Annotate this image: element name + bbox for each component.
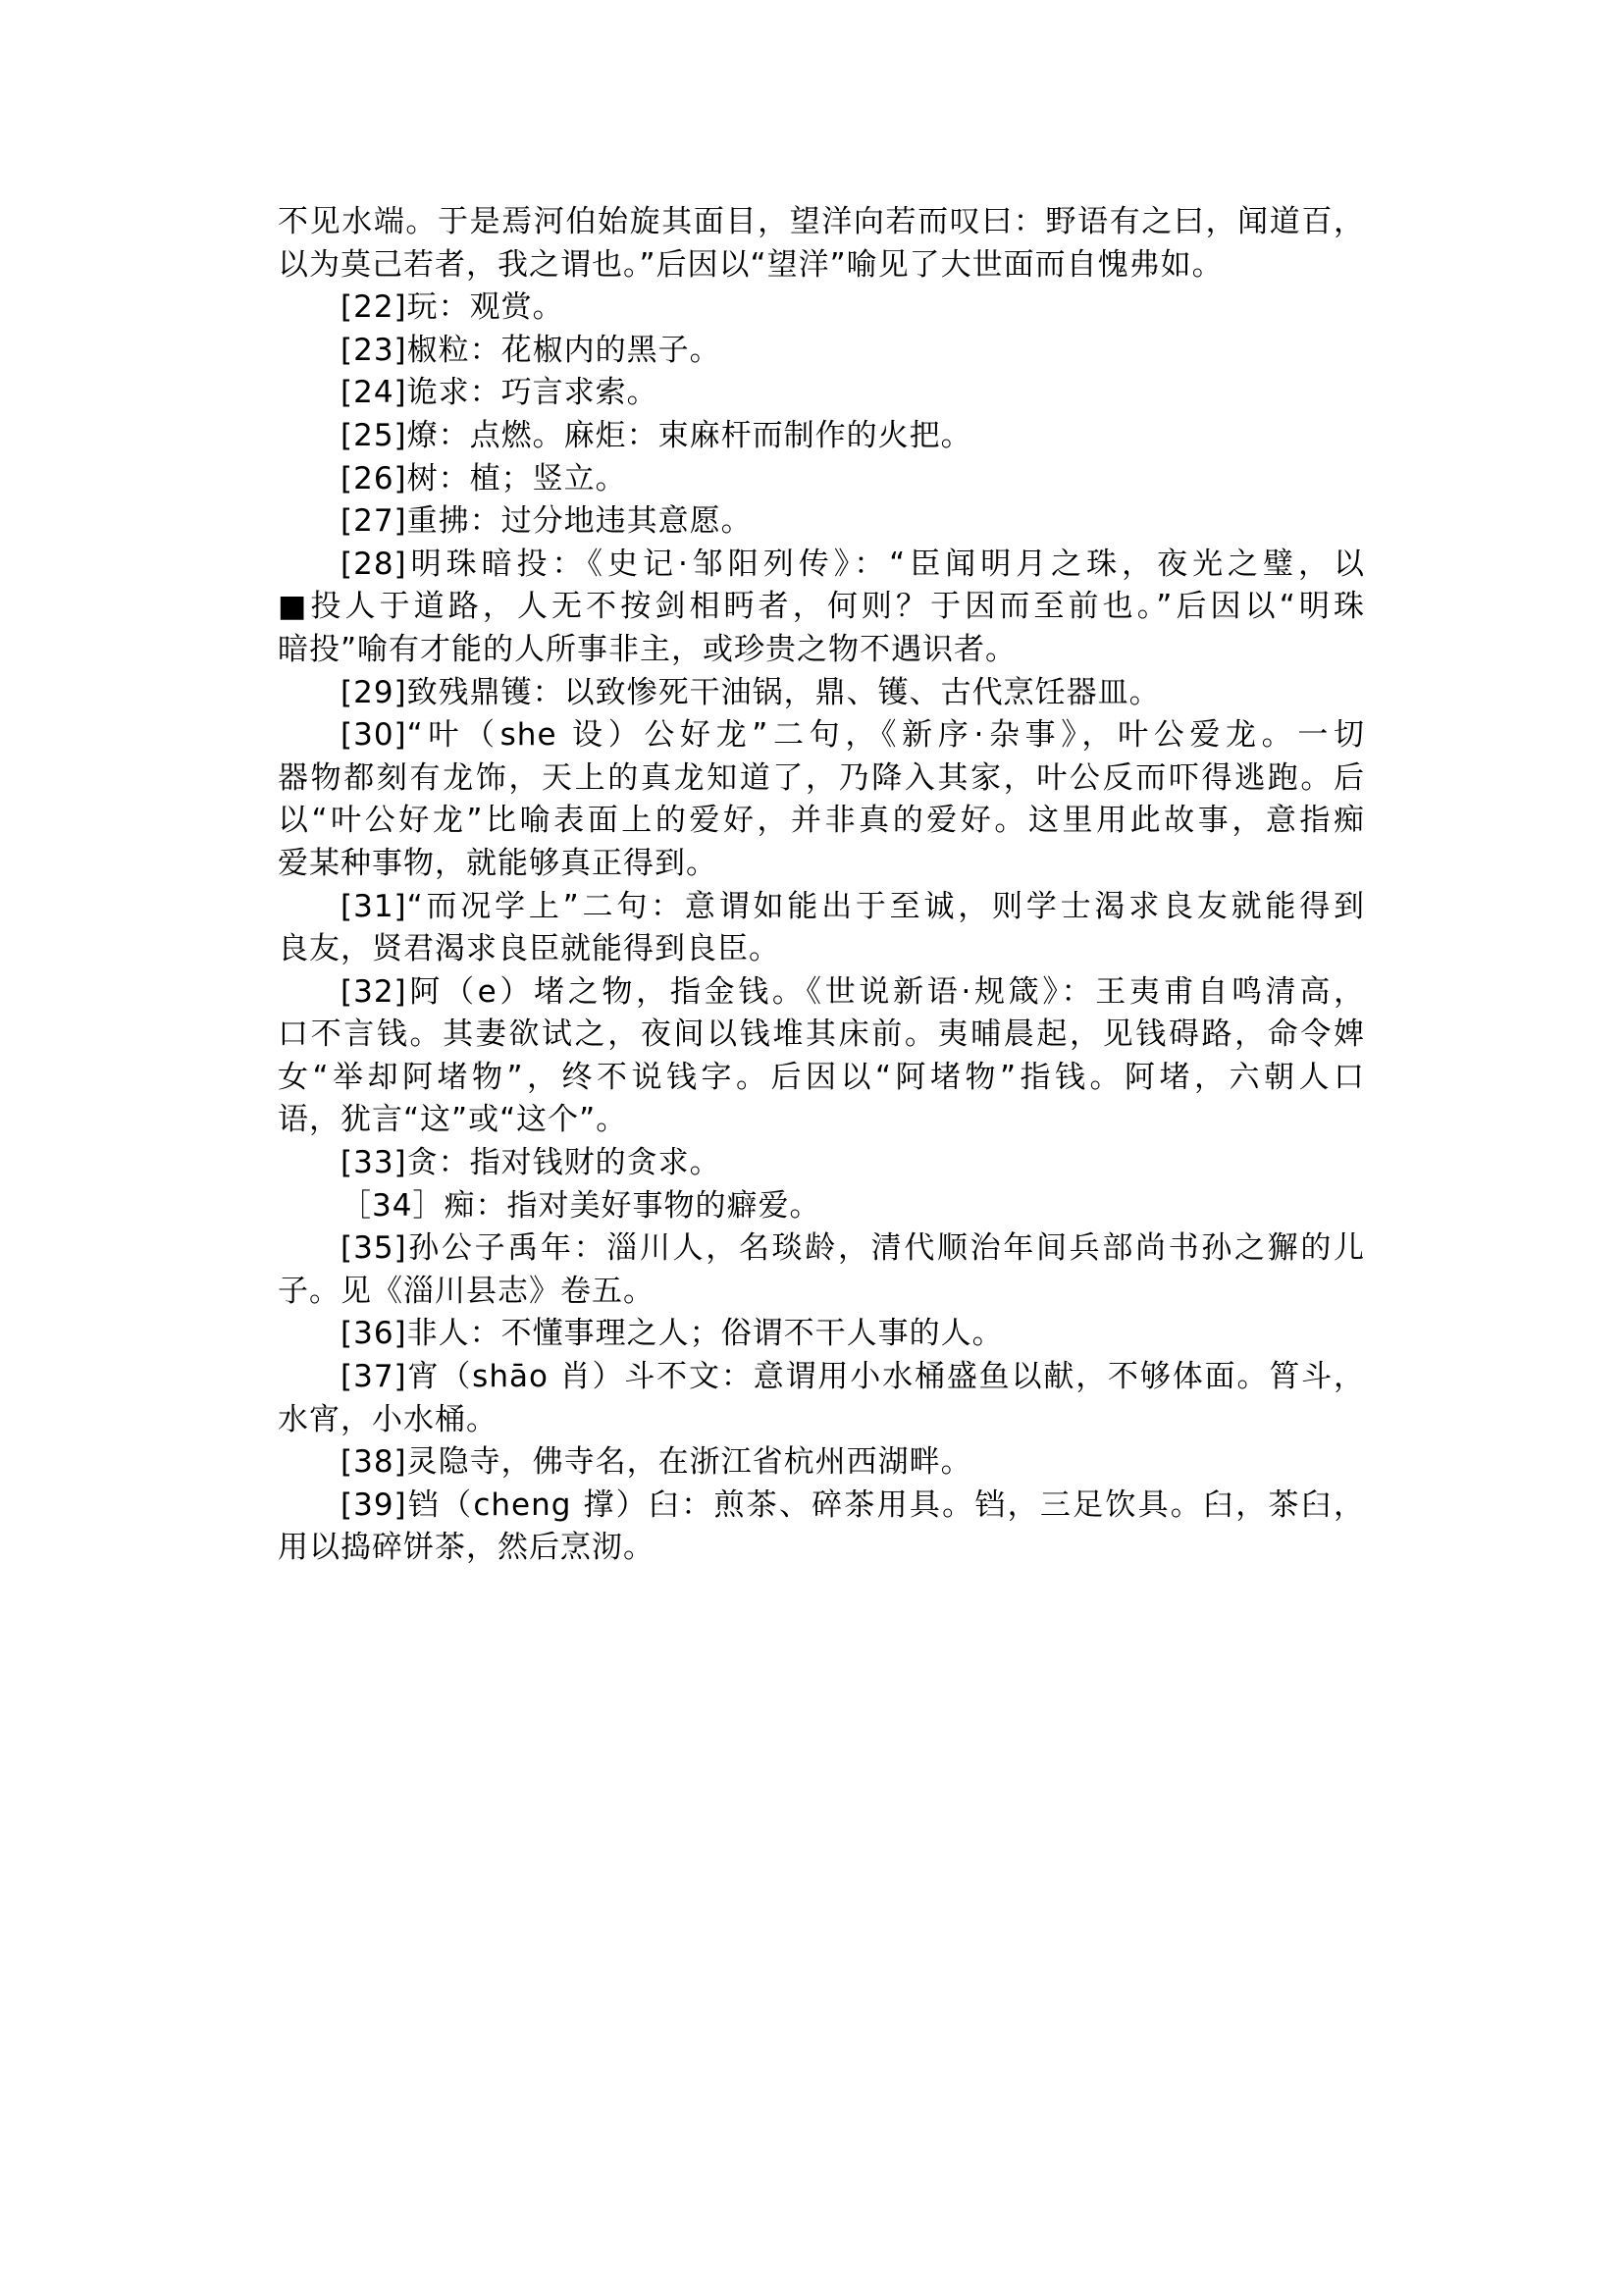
- text-line: [22]玩：观赏。: [341, 289, 564, 326]
- text-line: ［34］痴：指对美好事物的癖爱。: [341, 1187, 821, 1224]
- text-line: [36]非人：不懂事理之人；俗谓不干人事的人。: [341, 1316, 1004, 1352]
- text-line: [32]阿（e）堵之物，指金钱。《世说新语·规箴》：王夷甫自鸣清高，: [341, 973, 1365, 1010]
- text-line: [25]燎：点燃。麻炬：束麻杆而制作的火把。: [341, 417, 972, 453]
- text-line: 以为莫己若者，我之谓也。”后因以“望洋”喻见了大世面而自愧弗如。: [278, 246, 1224, 283]
- text-line: 用以捣碎饼茶，然后烹沏。: [278, 1530, 655, 1566]
- text-line: 语，犹言“这”或“这个”。: [278, 1102, 628, 1138]
- text-line: 暗投”喻有才能的人所事非主，或珍贵之物不遇识者。: [278, 631, 1018, 667]
- text-line: [28]明珠暗投：《史记·邹阳列传》：“臣闻明月之珠，夜光之璧，以: [341, 546, 1365, 582]
- text-line: 器物都刻有龙饰，天上的真龙知道了，乃降入其家，叶公反而吓得逃跑。后: [278, 759, 1365, 796]
- text-line: [30]“叶（she 设）公好龙”二句，《新序·杂事》，叶公爱龙。一切: [341, 717, 1365, 754]
- annotation-text-body: [278, 201, 1365, 1570]
- text-line: 女“举却阿堵物”，终不说钱字。后因以“阿堵物”指钱。阿堵，六朝人口: [278, 1059, 1365, 1095]
- text-line: [26]树：植；竖立。: [341, 460, 627, 496]
- text-line: [33]贪：指对钱财的贪求。: [341, 1145, 721, 1181]
- text-line: [27]重拂：过分地违其意愿。: [341, 503, 753, 540]
- text-line: 爱某种事物，就能够真正得到。: [278, 845, 717, 881]
- text-line: ■投人于道路，人无不按剑相眄者，何则？于因而至前也。”后因以“明珠: [278, 589, 1365, 625]
- text-line: 不见水端。于是焉河伯始旋其面目，望洋向若而叹曰：野语有之曰，闻道百，: [278, 204, 1365, 239]
- text-line: 口不言钱。其妻欲试之，夜间以钱堆其床前。夷晡晨起，见钱碍路，命令婢: [278, 1017, 1365, 1053]
- text-line: [23]椒粒：花椒内的黑子。: [341, 332, 721, 368]
- text-line: [24]诡求：巧言求索。: [341, 375, 658, 411]
- text-line: 以“叶公好龙”比喻表面上的爱好，并非真的爱好。这里用此故事，意指痴: [278, 803, 1365, 839]
- text-line: [35]孙公子禹年：淄川人，名琰龄，清代顺治年间兵部尚书孙之獬的儿: [341, 1230, 1365, 1267]
- text-line: 水宵，小水桶。: [278, 1401, 498, 1437]
- text-line: [38]灵隐寺，佛寺名，在浙江省杭州西湖畔。: [341, 1444, 972, 1481]
- text-line: 良友，贤君渴求良臣就能得到良臣。: [278, 931, 780, 967]
- text-line: [29]致残鼎镬：以致惨死干油锅，鼎、镬、古代烹饪器皿。: [341, 674, 1161, 710]
- text-line: 子。见《淄川县志》卷五。: [278, 1273, 655, 1309]
- text-line: [39]铛（cheng 撑）臼：煎茶、碎茶用具。铛，三足饮具。臼，茶臼，: [341, 1486, 1365, 1523]
- text-line: [31]“而况学上”二句：意谓如能出于至诚，则学士渴求良友就能得到: [341, 888, 1365, 924]
- text-line: [37]宵（shāo 肖）斗不文：意谓用小水桶盛鱼以献，不够体面。筲斗，: [341, 1359, 1365, 1395]
